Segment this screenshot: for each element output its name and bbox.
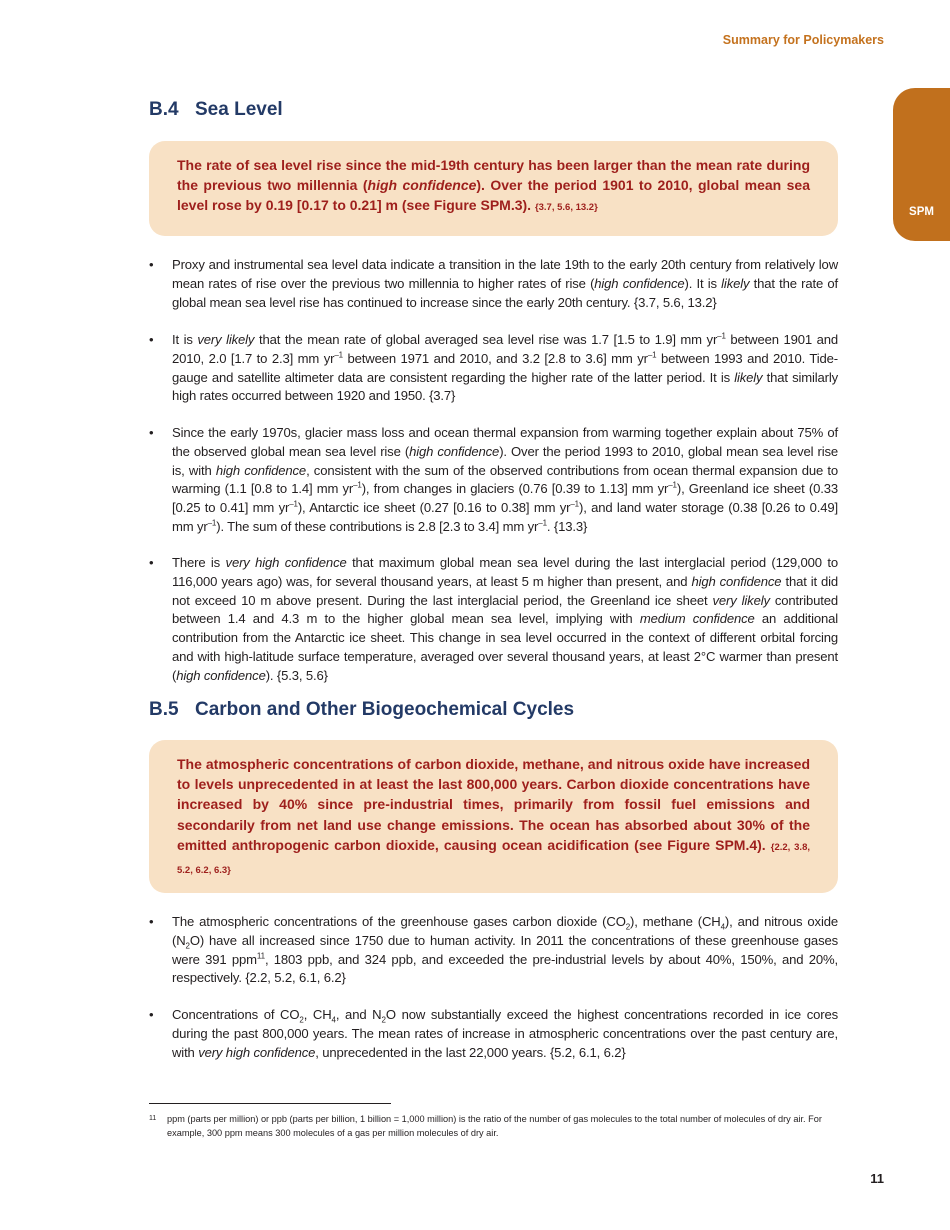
headline-statement-b4	[149, 141, 838, 236]
bullet-text: It is very likely that the mean rate of global averaged sea level rise was 1.7 [1.5 to 1.9] mm $yr^{-1}$ between 1901 and 2010, 2.0 [1.7 to 2.3] mm $yr^{-1}$ between 1971 and 2010, and 3.2 [2.8 to 3.6] mm $yr^{-1}$ between 1993 and 2010. Tide-gauge and satellite altimeter data are consistent regarding the higher rate of the latter period. It is likely that similarly high rates occurred between 1920 and 1950. {3.7}	[172, 331, 839, 404]
headline-emphasis: high confidence	[367, 177, 477, 194]
headline-text: The rate of sea level rise since the mid-19th century has been larger than the mean rate during the previous two millennia (	[177, 157, 810, 194]
bullet-paragraph	[149, 331, 838, 406]
footnote-text: ppm (parts per million) or ppb (parts per billion, 1 billion = 1,000 million) is the ratio of the number of gas molecules to the total number of molecules of dry air. For example, 300 ppm means 300 molecules of a gas per million molecules of dry air.	[167, 1114, 822, 1138]
bullet-text: Since the early 1970s, glacier mass loss and ocean thermal expansion from warming together explain about 75% of the observed global mean sea level rise (high confidence). Over the period 1993 to 2010, global mean sea level rise is, with high confidence, consistent with the sum of the observed contributions from ocean thermal expansion due to warming (1.1 [0.8 to 1.4] mm $yr^{-1}$), from changes in glaciers (0.76 [0.39 to 1.13] mm $yr^{-1}$), Greenland ice sheet (0.33 [0.25 to 0.41] mm $yr^{-1}$), Antarctic ice sheet (0.27 [0.16 to 0.38] mm $yr^{-1}$), and land water storage (0.38 [0.26 to 0.49] mm $yr^{-1}$). The sum of these contributions is 2.8 [2.3 to 3.4] mm $yr^{-1}$. {13.3}	[172, 425, 839, 534]
page-number: 11	[870, 1171, 884, 1186]
bullet-text: Proxy and instrumental sea level data indicate a transition in the late 19th to the early 20th century from relatively low mean rates of rise over the previous two millennia to higher rates of rise (high confidence). It is likely that the rate of global mean sea level rise has continued to increase since the early 20th century. {3.7, 5.6, 13.2}	[172, 257, 839, 310]
bullet-paragraph	[149, 424, 838, 537]
section-title: Carbon and Other Biogeochemical Cycles	[195, 699, 575, 720]
headline-text: ). Over the period 1901 to 2010, global mean sea level rose by 0.19 [0.17 to 0.21] m (see Figure SPM.3).	[177, 177, 811, 214]
footnote-number: 11	[149, 1115, 157, 1122]
bullet-paragraph	[149, 1006, 838, 1062]
spm-tab-label: SPM	[909, 206, 934, 218]
bullet-text: The atmospheric concentrations of the greenhouse gases carbon dioxide $(CO_2)$, methane $(CH_4)$, and nitrous oxide $(N_2O)$ have all increased since 1750 due to human activity. In 2011 the concentrations of these greenhouse gases were 391 ppm$^{11}$, 1803 ppb, and 324 ppb, and exceeded the pre-industrial levels by about 40%, 150%, and 20%, respectively. {2.2, 5.2, 6.1, 6.2}	[172, 914, 838, 986]
footnote	[149, 1112, 838, 1140]
bullet-marker: •	[149, 332, 154, 347]
bullet-marker: •	[149, 1007, 154, 1022]
section-heading-b4	[149, 99, 283, 121]
bullet-paragraph	[149, 554, 838, 686]
bullet-text: There is very high confidence that maximum global mean sea level during the last interglacial period (129,000 to 116,000 years ago) was, for several thousand years, at least 5 m higher than present, and high confidence that it did not exceed 10 m above present. During the last interglacial period, the Greenland ice sheet very likely contributed between 1.4 and 4.3 m to the higher global mean sea level, implying with medium confidence an additional contribution from the Antarctic ice sheet. This change in sea level occurred in the context of different orbital forcing and with high-latitude surface temperature, averaged over several thousand years, at least 2°C warmer than present (high confidence). {5.3, 5.6}	[172, 555, 839, 683]
spm-side-tab	[893, 88, 950, 241]
bullet-paragraph	[149, 256, 838, 312]
footnote-divider	[149, 1103, 391, 1104]
bullet-marker: •	[149, 425, 154, 440]
headline-statement-b5	[149, 740, 838, 893]
section-number: B.5	[149, 699, 179, 720]
bullet-text: Concentrations of $CO_2$, $CH_4$, and $N_2O$ now substantially exceed the highest concentrations recorded in ice cores during the past 800,000 years. The mean rates of increase in atmospheric concentrations over the past century are, with very high confidence, unprecedented in the last 22,000 years. {5.2, 6.1, 6.2}	[172, 1007, 839, 1060]
headline-reference: {2.2, 3.8, 5.2, 6.2, 6.3}	[177, 841, 810, 877]
bullet-marker: •	[149, 555, 154, 570]
running-title: Summary for Policymakers	[722, 33, 884, 47]
footnote-reference[interactable]: 11	[256, 951, 265, 961]
section-heading-b5	[149, 699, 574, 721]
bullet-paragraph	[149, 913, 838, 988]
section-number: B.4	[149, 99, 179, 120]
headline-reference: {3.7, 5.6, 13.2}	[534, 202, 598, 214]
section-title: Sea Level	[195, 99, 283, 120]
headline-text: The atmospheric concentrations of carbon dioxide, methane, and nitrous oxide have increased to levels unprecedented in at least the last 800,000 years. Carbon dioxide concentrations have increased by 40% since pre-industrial times, primarily from fossil fuel emissions and secondarily from net land use change emissions. The ocean has absorbed about 30% of the emitted anthropogenic carbon dioxide, causing ocean acidification (see Figure SPM.4).	[177, 756, 810, 853]
bullet-marker: •	[149, 257, 154, 272]
bullet-marker: •	[149, 914, 154, 929]
